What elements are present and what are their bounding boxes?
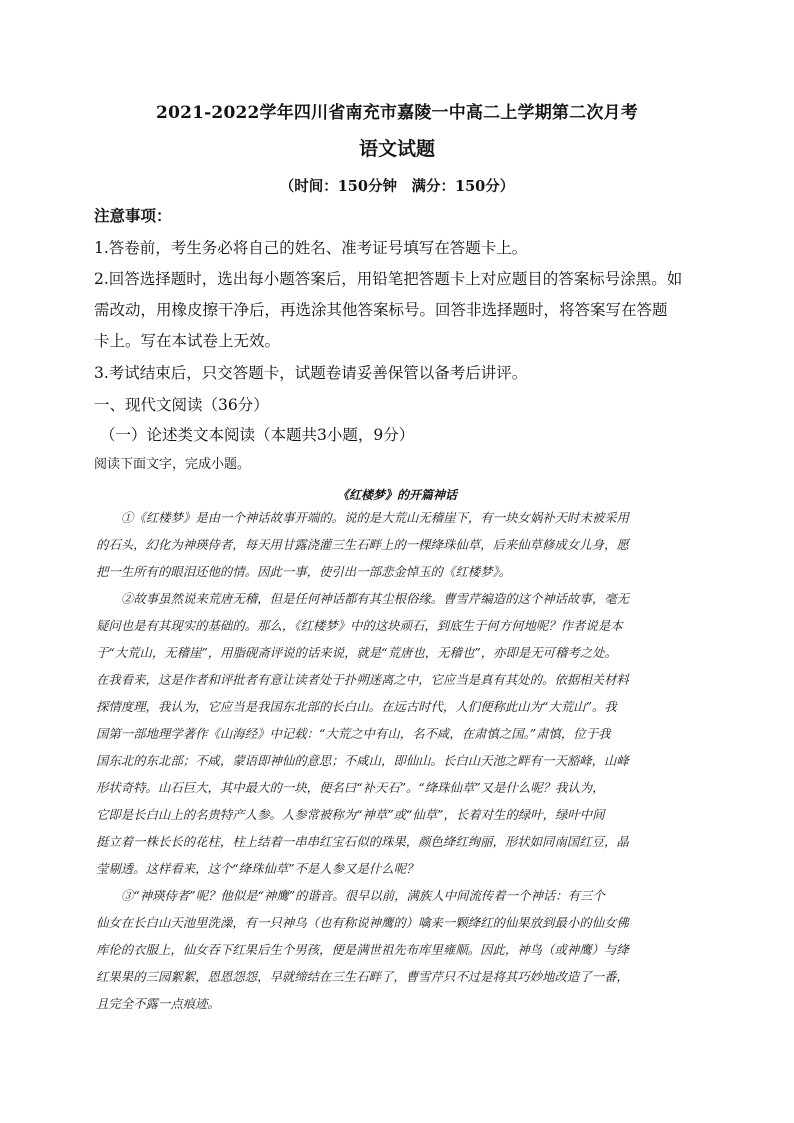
article-title: 《红楼梦》的开篇神话 <box>336 488 457 502</box>
article-line: 疑问也是有其现实的基础的。那么，《红楼梦》中的这块顽石，到底生于何方何地呢？作者说是本 <box>96 618 623 633</box>
note-line: 1.答卷前，考生务必将自己的姓名、准考证号填写在答题卡上。 <box>94 239 528 257</box>
note-line: 3.考试结束后，只交答题卡，试题卷请妥善保管以备考后讲评。 <box>94 364 528 382</box>
article-line: 把一生所有的眼泪还他的情。因此一事，使引出一部悲金悼玉的《红楼梦》。 <box>96 564 512 579</box>
article-line: ①《红楼梦》是由一个神话故事开端的。说的是大荒山无稽崖下，有一块女娲补天时未被采用 <box>121 510 630 525</box>
article-line: 挺立着一株长长的花柱，柱上结着一串串红宝石似的珠果，颜色绛红绚丽，形状如同南国红豆，晶 <box>96 834 629 849</box>
article-line: 红果果的三园絮絮，恩恩怨怨，早就缔结在三生石畔了，曹雪芹只不过是将其巧妙地改造了一番， <box>96 969 629 984</box>
subject-title: 语文试题 <box>358 138 435 160</box>
article-line: 探情度理，我认为，它应当是我国东北部的长白山。在远古时代，人们便称此山为“大荒山”。我 <box>96 699 617 714</box>
notes-heading: 注意事项： <box>94 206 172 225</box>
article-line: 且完全不露一点痕迹。 <box>96 996 220 1011</box>
exam-title: 2021-2022学年四川省南充市嘉陵一中高二上学期第二次月考 <box>156 103 638 123</box>
note-line: 2.回答选择题时，选出每小题答案后，用铅笔把答题卡上对应题目的答案标号涂黑。如 <box>94 270 683 288</box>
note-line: 卡上。写在本试卷上无效。 <box>94 332 281 350</box>
article-line: ③“神瑛侍者”呢？他似是“神鹰”的谐音。很早以前，满族人中间流传着一个神话：有三个 <box>121 888 605 903</box>
article-line: 形状奇特。山石巨大，其中最大的一块，便名曰“补天石”。“绛珠仙草”又是什么呢？我认为， <box>96 780 605 795</box>
article-line: 在我看来，这是作者和评批者有意让读者处于扑朔迷离之中，它应当是真有其处的。依据相关材料 <box>96 672 629 687</box>
article-line: 的石头，幻化为神瑛侍者，每天用甘露浇灌三生石畔上的一棵绛珠仙草，后来仙草修成女儿身，愿 <box>96 537 629 552</box>
exam-time-score: （时间：150分钟 满分：150分） <box>279 178 515 195</box>
article-line: 国第一部地理学著作《山海经》中记载：“大荒之中有山，名不咸，在肃慎之国。”肃慎，位于我 <box>96 726 611 741</box>
article-line: 国东北的东北部；不咸，蒙语即神仙的意思；不咸山，即仙山。长白山天池之畔有一天豁峰，山峰 <box>96 753 629 768</box>
article-line: 仙女在长白山天池里洗澡，有一只神乌（也有称说神鹰的）噙来一颗绛红的仙果放到最小的仙女佛 <box>96 915 629 930</box>
article-line: ②故事虽然说来荒唐无稽，但是任何神话都有其尘根俗缘。曹雪芹编造的这个神话故事，毫无 <box>121 591 630 606</box>
section-heading: 一、现代文阅读（36分） <box>94 396 269 414</box>
article-line: 它即是长白山上的名贵特产人参。人参常被称为“神草”或“仙草”，长着对生的绿叶，绿叶中间 <box>96 807 605 822</box>
reading-instruction: 阅读下面文字，完成小题。 <box>94 457 251 472</box>
article-line: 于“大荒山，无稽崖”，用脂砚斋评说的话来说，就是“荒唐也，无稽也”，亦即是无可稽考之处。 <box>96 645 617 660</box>
subsection-heading: （一）论述类文本阅读（本题共3小题，9分） <box>100 426 415 444</box>
article-line: 莹剔透。这样看来，这个“绛珠仙草”不是人参又是什么呢？ <box>96 861 419 876</box>
article-line: 库伦的衣服上，仙女吞下红果后生个男孩，便是满世祖先布库里雍顺。因此，神鸟（或神鹰）与绛 <box>96 942 629 957</box>
note-line: 需改动，用橡皮擦干净后，再选涂其他答案标号。回答非选择题时，将答案写在答题 <box>94 301 668 319</box>
